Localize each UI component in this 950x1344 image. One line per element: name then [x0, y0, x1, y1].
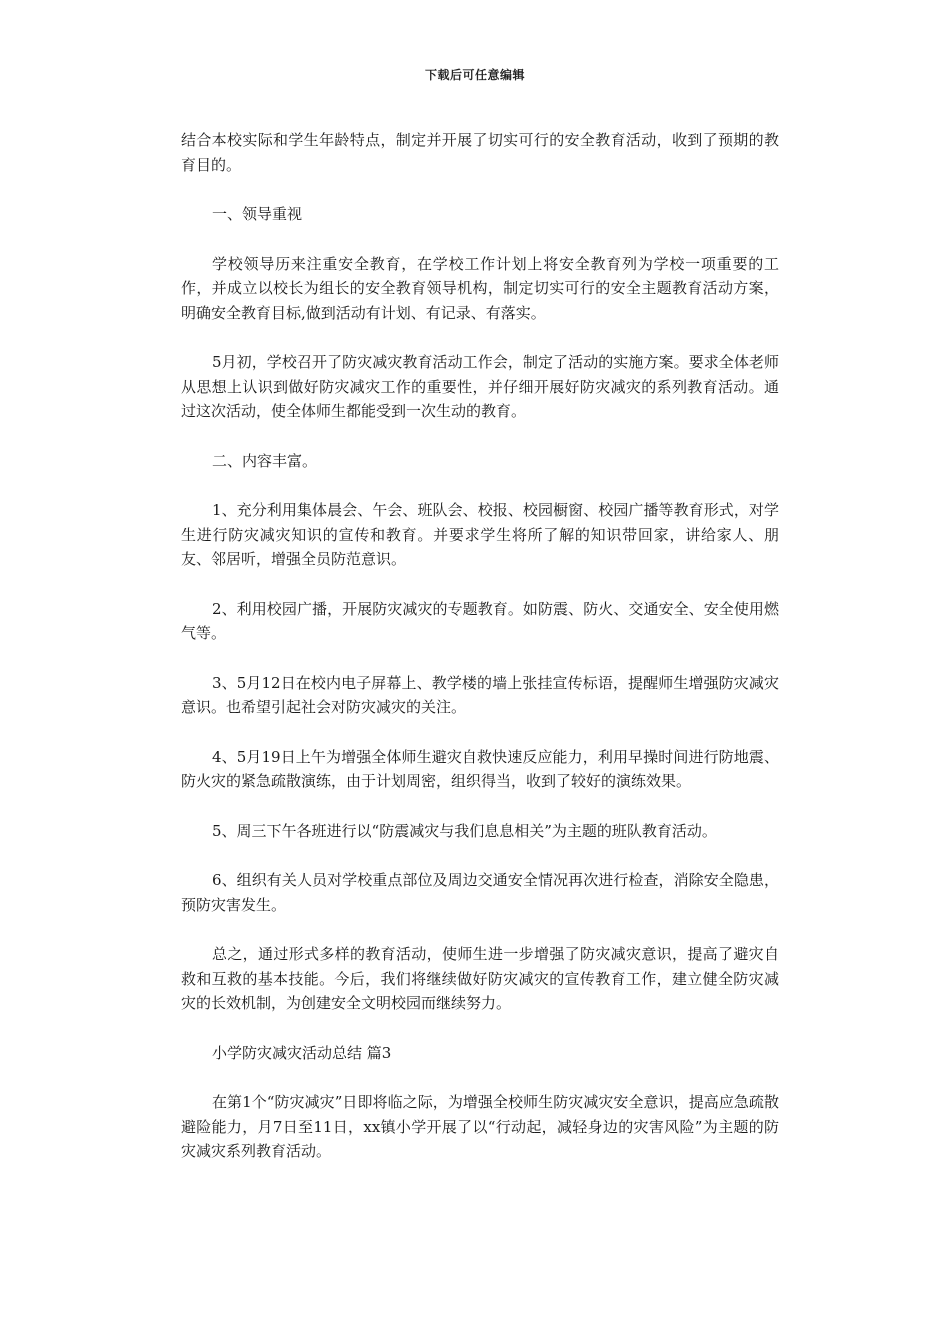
- paragraph-intro: 结合本校实际和学生年龄特点，制定并开展了切实可行的安全教育活动，收到了预期的教育目的。: [181, 131, 779, 174]
- paragraph-leadership: 学校领导历来注重安全教育，在学校工作计划上将安全教育列为学校一项重要的工作，并成立以校长为组长的安全教育领导机构，制定切实可行的安全主题教育活动方案，明确安全教育目标,做到活动有计划、有记录、有落实。: [181, 254, 779, 322]
- paragraph-may-meeting: 5月初，学校召开了防灾减灾教育活动工作会，制定了活动的实施方案。要求全体老师从思想上认识到做好防灾减灾工作的重要性，并仔细开展好防灾减灾的系列教育活动。通过这次活动，使全体师生都能受到一次生动的教育。: [181, 353, 779, 420]
- list-item-5: 5、周三下午各班进行以“防震减灾与我们息息相关”为主题的班队教育活动。: [212, 821, 717, 840]
- list-item-2: 2、利用校园广播，开展防灾减灾的专题教育。如防震、防火、交通安全、安全使用燃气等。: [181, 599, 779, 642]
- list-item-4: 4、5月19日上午为增强全体师生避灾自救快速反应能力，利用早操时间进行防地震、防火灾的紧急疏散演练，由于计划周密，组织得当，收到了较好的演练效果。: [181, 747, 779, 790]
- paragraph-conclusion: 总之，通过形式多样的教育活动，使师生进一步增强了防灾减灾意识，提高了避灾自救和互救的基本技能。今后，我们将继续做好防灾减灾的宣传教育工作，建立健全防灾减灾的长效机制，为创建安全文明校园而继续努力。: [181, 945, 779, 1012]
- document-body: [181, 128, 779, 1189]
- paragraph-part3-intro: 在第1个“防灾减灾”日即将临之际，为增强全校师生防灾减灾安全意识，提高应急疏散避险能力，月7日至11日，xx镇小学开展了以“行动起，减轻身边的灾害风险”为主题的防灾减灾系列教育活动。: [181, 1093, 779, 1160]
- section-title-part3: 小学防灾减灾活动总结 篇3: [212, 1043, 392, 1062]
- list-item-3: 3、5月12日在校内电子屏幕上、教学楼的墙上张挂宣传标语，提醒师生增强防灾减灾意识。也希望引起社会对防灾减灾的关注。: [181, 673, 779, 716]
- list-item-1: 1、充分利用集体晨会、午会、班队会、校报、校园橱窗、校园广播等教育形式，对学生进行防灾减灾知识的宣传和教育。并要求学生将所了解的知识带回家，讲给家人、朋友、邻居听，增强全员防范意识。: [181, 501, 779, 568]
- section-heading-content: 二、内容丰富。: [212, 451, 318, 470]
- section-heading-leadership: 一、领导重视: [212, 205, 303, 223]
- page-header: 下载后可任意编辑: [424, 68, 525, 82]
- list-item-6: 6、组织有关人员对学校重点部位及周边交通安全情况再次进行检查，消除安全隐患，预防灾害发生。: [181, 871, 779, 914]
